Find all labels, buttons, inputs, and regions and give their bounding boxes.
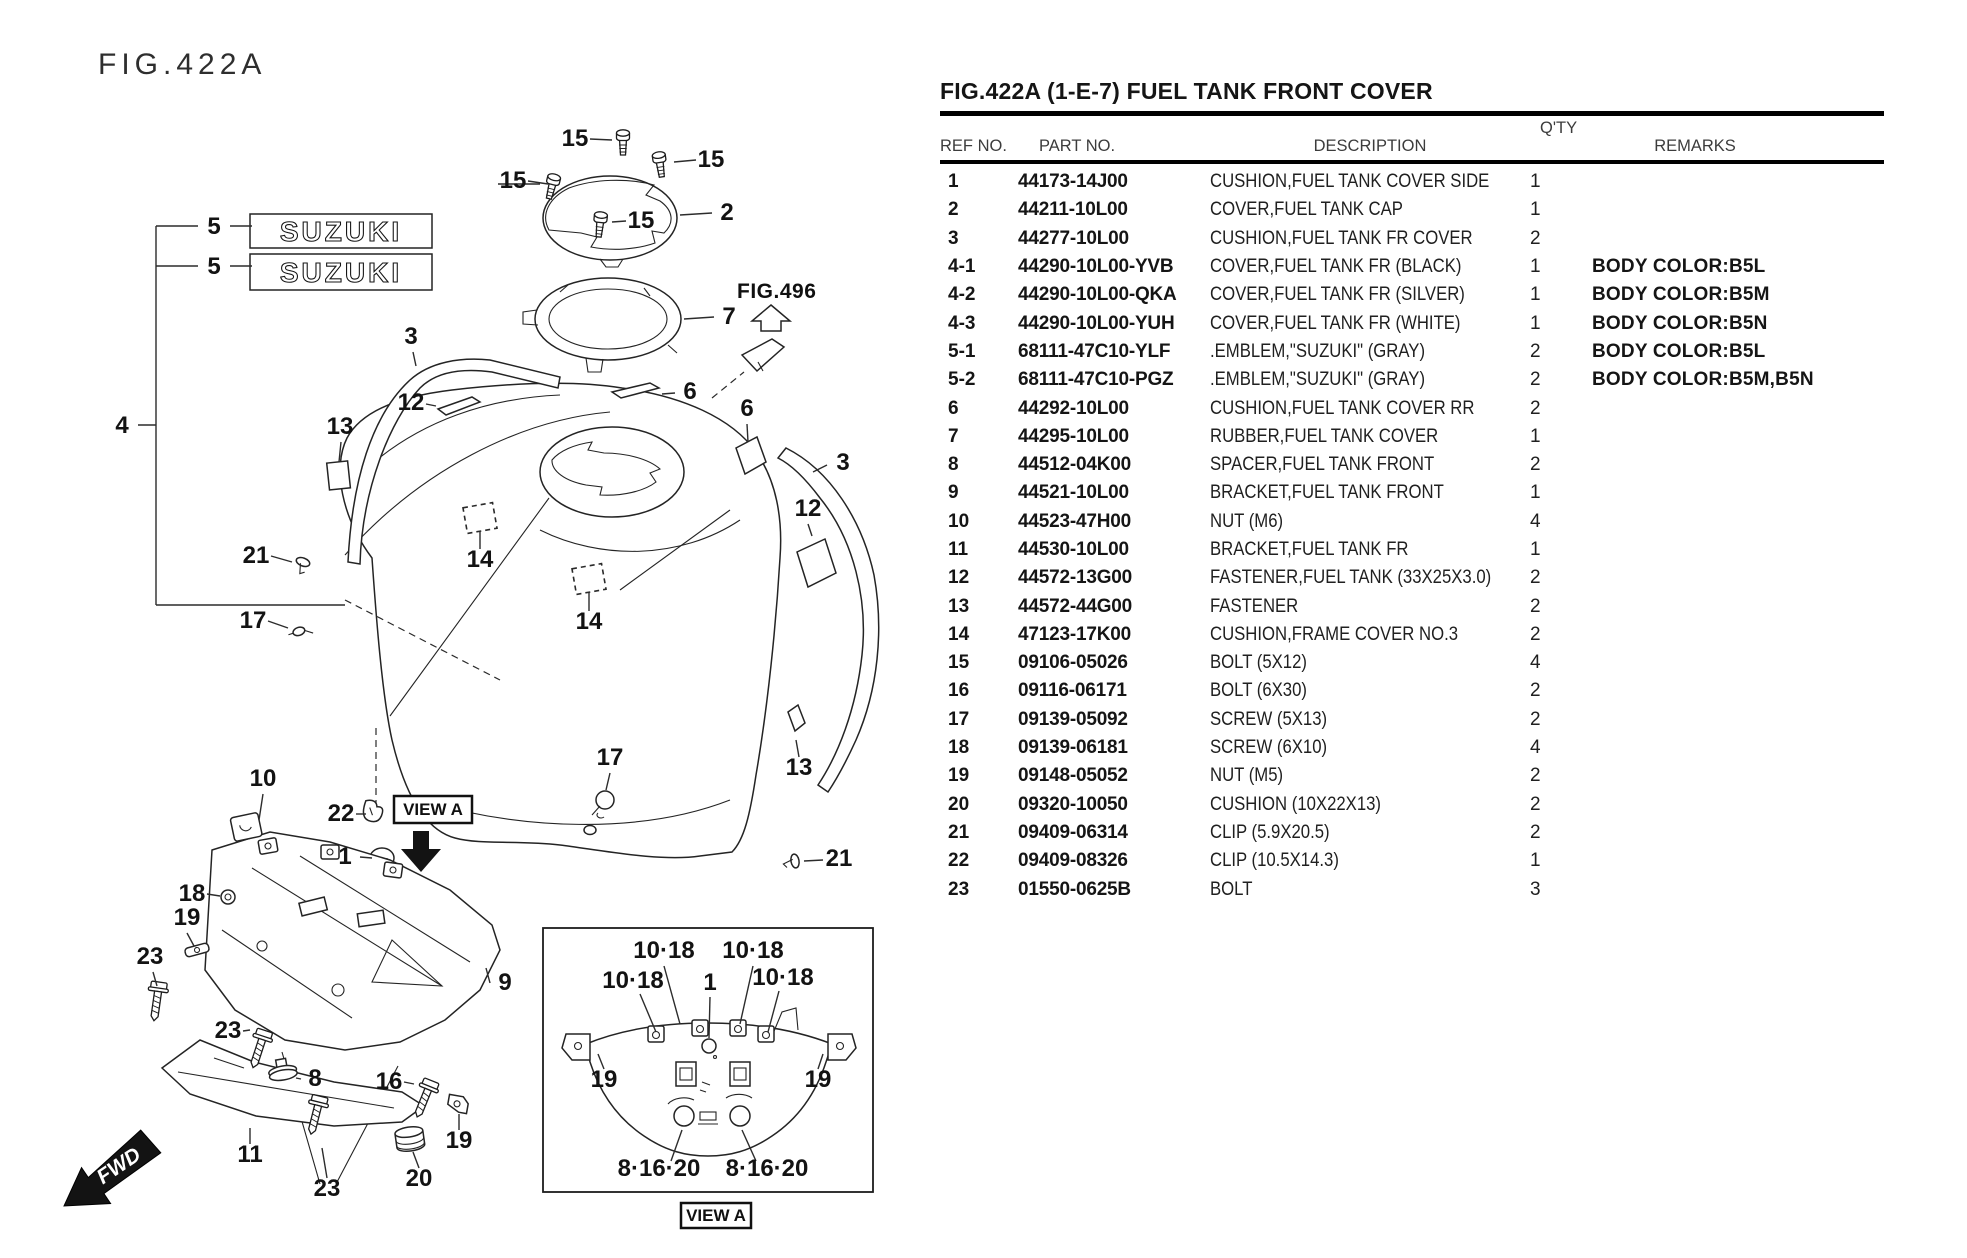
cell-qty: 2 xyxy=(1530,454,1541,476)
callout-label-22: 22 xyxy=(327,800,355,827)
cell-qty: 1 xyxy=(1530,850,1541,872)
cell-part-no: 09139-05092 xyxy=(1018,708,1128,730)
cell-part-no: 44523-47H00 xyxy=(1018,510,1131,532)
cell-part-no: 09116-06171 xyxy=(1018,680,1127,702)
callout-label-23: 23 xyxy=(313,1175,341,1202)
cell-qty: 1 xyxy=(1530,199,1541,221)
col-header-remarks: REMARKS xyxy=(1654,137,1736,155)
cell-part-no: 09320-10050 xyxy=(1018,793,1128,815)
cell-ref-no: 19 xyxy=(948,765,970,787)
fwd-label: FWD xyxy=(92,1143,146,1189)
col-header-qty: Q'TY xyxy=(1540,119,1578,137)
cell-remarks: BODY COLOR:B5M,B5N xyxy=(1592,369,1814,391)
callout-label-10·18: 10·18 xyxy=(752,964,814,991)
cell-part-no: 44277-10L00 xyxy=(1018,227,1129,249)
cell-description: CUSHION,FUEL TANK COVER SIDE xyxy=(1210,171,1490,193)
table-row xyxy=(940,423,1884,451)
frame-cushion-14-right xyxy=(572,564,606,595)
callout-label-16: 16 xyxy=(375,1068,403,1095)
figure-number-heading: FIG.422A xyxy=(98,48,267,81)
cell-description: FASTENER xyxy=(1210,595,1299,617)
cell-description: BOLT (6X30) xyxy=(1210,680,1307,702)
callout-label-19: 19 xyxy=(590,1066,618,1093)
fastener-13-left xyxy=(327,461,351,490)
callout-leader-line xyxy=(612,221,626,222)
callout-leader-line xyxy=(680,213,712,215)
cell-ref-no: 15 xyxy=(948,652,970,674)
up-arrow-icon xyxy=(752,305,790,331)
callout-leader-line xyxy=(243,1030,250,1031)
cell-description: .EMBLEM,"SUZUKI" (GRAY) xyxy=(1210,340,1426,362)
callout-leader-line xyxy=(413,352,416,366)
suzuki-emblems xyxy=(250,214,432,290)
callout-label-10·18: 10·18 xyxy=(602,967,664,994)
cell-description: NUT (M5) xyxy=(1210,765,1284,787)
cell-ref-no: 10 xyxy=(948,510,970,532)
cell-part-no: 44173-14J00 xyxy=(1018,171,1128,193)
callout-leader-line xyxy=(747,424,748,442)
cell-part-no: 44290-10L00-QKA xyxy=(1018,284,1177,306)
callout-label-15: 15 xyxy=(697,146,725,173)
callout-label-6: 6 xyxy=(740,395,754,422)
cell-qty: 2 xyxy=(1530,227,1541,249)
callout-label-23: 23 xyxy=(136,943,164,970)
callout-label-8·16·20: 8·16·20 xyxy=(617,1155,701,1182)
cell-remarks: BODY COLOR:B5L xyxy=(1592,256,1766,278)
callout-leader-line xyxy=(404,1082,414,1084)
cell-description: COVER,FUEL TANK FR (WHITE) xyxy=(1210,312,1461,334)
cell-description: FASTENER,FUEL TANK (33X25X3.0) xyxy=(1210,567,1492,589)
cell-part-no: 44572-13G00 xyxy=(1018,567,1133,589)
callout-label-2: 2 xyxy=(720,199,734,226)
callout-leader-line xyxy=(709,997,710,1038)
callout-label-19: 19 xyxy=(173,904,201,931)
callout-label-17: 17 xyxy=(596,744,624,771)
cell-description: CUSHION (10X22X13) xyxy=(1210,793,1381,815)
cell-ref-no: 17 xyxy=(948,708,970,730)
parts-table-body xyxy=(940,168,1884,904)
cell-qty: 1 xyxy=(1530,256,1541,278)
cell-part-no: 44512-04K00 xyxy=(1018,454,1131,476)
cell-qty: 2 xyxy=(1530,623,1541,645)
callout-label-10·18: 10·18 xyxy=(633,937,695,964)
cell-ref-no: 21 xyxy=(948,821,970,843)
table-row xyxy=(940,508,1884,536)
col-header-description: DESCRIPTION xyxy=(1313,137,1427,155)
cell-ref-no: 9 xyxy=(948,482,959,504)
cell-ref-no: 14 xyxy=(948,623,970,645)
table-row xyxy=(940,564,1884,592)
cell-qty: 1 xyxy=(1530,539,1541,560)
cell-description: SPACER,FUEL TANK FRONT xyxy=(1210,454,1435,476)
callout-label-10: 10 xyxy=(249,765,277,792)
table-row xyxy=(940,734,1884,762)
callout-leader-line xyxy=(296,1078,301,1079)
cell-description: CLIP (5.9X20.5) xyxy=(1210,821,1330,843)
cell-qty: 1 xyxy=(1530,284,1541,306)
table-row xyxy=(940,847,1884,875)
cell-qty: 4 xyxy=(1530,510,1541,532)
cell-part-no: 44530-10L00 xyxy=(1018,539,1129,560)
cell-description: CUSHION,FUEL TANK FR COVER xyxy=(1210,227,1473,249)
view-a-caption: VIEW A xyxy=(686,1206,746,1225)
cell-description: SCREW (5X13) xyxy=(1210,708,1328,730)
table-title: FIG.422A (1-E-7) FUEL TANK FRONT COVER xyxy=(940,78,1884,116)
cell-qty: 2 xyxy=(1530,595,1541,617)
cell-qty: 2 xyxy=(1530,765,1541,787)
callout-label-15: 15 xyxy=(627,207,655,234)
callout-label-4: 4 xyxy=(115,412,129,439)
callout-label-11: 11 xyxy=(237,1141,263,1168)
cell-part-no: 44211-10L00 xyxy=(1018,199,1128,221)
callout-label-15: 15 xyxy=(561,125,589,152)
callout-label-19: 19 xyxy=(445,1127,473,1154)
cell-part-no: 44290-10L00-YUH xyxy=(1018,312,1175,334)
table-row xyxy=(940,791,1884,819)
table-row xyxy=(940,677,1884,705)
callout-leader-line xyxy=(808,524,812,536)
cell-ref-no: 20 xyxy=(948,793,970,815)
cell-description: BRACKET,FUEL TANK FRONT xyxy=(1210,482,1444,504)
callout-leader-line xyxy=(322,1148,327,1178)
fastener-12-right xyxy=(797,539,836,587)
cell-ref-no: 23 xyxy=(948,878,970,900)
cell-ref-no: 13 xyxy=(948,595,970,617)
fastener-13-right xyxy=(788,705,805,731)
table-row xyxy=(940,649,1884,677)
callout-label-23: 23 xyxy=(214,1017,242,1044)
cell-description: CLIP (10.5X14.3) xyxy=(1210,850,1339,872)
cell-part-no: 44295-10L00 xyxy=(1018,425,1129,447)
cell-ref-no: 11 xyxy=(948,539,969,560)
cell-qty: 2 xyxy=(1530,680,1541,702)
callout-label-19: 19 xyxy=(804,1066,832,1093)
table-row xyxy=(940,451,1884,479)
callout-leader-line xyxy=(590,139,612,140)
callout-leader-line xyxy=(664,966,680,1024)
cell-part-no: 44572-44G00 xyxy=(1018,595,1133,617)
cell-ref-no: 8 xyxy=(948,454,959,476)
cell-ref-no: 22 xyxy=(948,850,970,872)
callout-leader-line xyxy=(662,393,675,394)
frame-cushion-14-left xyxy=(463,503,497,534)
callout-label-21: 21 xyxy=(242,542,270,569)
cell-description: COVER,FUEL TANK FR (BLACK) xyxy=(1210,256,1462,278)
table-row xyxy=(940,592,1884,620)
table-row xyxy=(940,225,1884,253)
callout-label-15: 15 xyxy=(499,167,527,194)
cell-part-no: 44290-10L00-YVB xyxy=(1018,256,1174,278)
table-row xyxy=(940,621,1884,649)
callout-label-14: 14 xyxy=(575,608,603,635)
table-row xyxy=(940,366,1884,394)
callout-label-12: 12 xyxy=(397,389,425,416)
table-header xyxy=(940,116,1884,164)
callout-label-14: 14 xyxy=(466,546,494,573)
callout-label-18: 18 xyxy=(178,880,206,907)
suzuki-emblem-2: SUZUKI xyxy=(279,257,403,288)
table-row xyxy=(940,536,1884,564)
cell-qty: 4 xyxy=(1530,652,1541,674)
table-row xyxy=(940,196,1884,224)
cell-part-no: 09106-05026 xyxy=(1018,652,1128,674)
callout-label-21: 21 xyxy=(825,845,853,872)
cell-qty: 2 xyxy=(1530,793,1541,815)
cell-part-no: 68111-47C10-PGZ xyxy=(1018,369,1174,391)
callout-label-13: 13 xyxy=(326,413,354,440)
cell-qty: 4 xyxy=(1530,737,1541,759)
cell-qty: 2 xyxy=(1530,340,1541,362)
table-row xyxy=(940,819,1884,847)
callout-leader-line xyxy=(259,794,263,820)
callout-label-5: 5 xyxy=(207,213,221,240)
table-row xyxy=(940,168,1884,196)
cell-ref-no: 4-1 xyxy=(948,256,976,278)
callout-leader-line xyxy=(268,621,288,628)
cell-description: COVER,FUEL TANK FR (SILVER) xyxy=(1210,284,1465,306)
front-cushion-strip-right xyxy=(778,448,879,792)
down-arrow-icon xyxy=(401,831,441,872)
cell-qty: 1 xyxy=(1530,171,1541,193)
callout-label-3: 3 xyxy=(404,323,418,350)
callout-label-1: 1 xyxy=(703,969,717,996)
callout-label-9: 9 xyxy=(498,969,512,996)
tank-cover-rubber-part xyxy=(523,278,681,372)
exploded-parts-diagram xyxy=(0,0,940,1258)
table-row xyxy=(940,875,1884,903)
callout-leader-line xyxy=(360,857,372,858)
parts-table xyxy=(940,78,1884,904)
cell-ref-no: 12 xyxy=(948,567,970,589)
cell-part-no: 44292-10L00 xyxy=(1018,397,1129,419)
table-row xyxy=(940,309,1884,337)
cell-remarks: BODY COLOR:B5L xyxy=(1592,340,1766,362)
table-row xyxy=(940,394,1884,422)
table-row xyxy=(940,706,1884,734)
cell-description: RUBBER,FUEL TANK COVER xyxy=(1210,425,1439,447)
callout-leader-line xyxy=(804,860,823,861)
col-header-part-no: PART NO. xyxy=(1038,137,1116,155)
cell-qty: 1 xyxy=(1530,482,1541,504)
cell-part-no: 47123-17K00 xyxy=(1018,623,1131,645)
callout-leader-line xyxy=(187,933,194,946)
cell-qty: 2 xyxy=(1530,369,1541,391)
cell-ref-no: 5-2 xyxy=(948,369,976,391)
callout-label-8: 8 xyxy=(308,1065,322,1092)
view-a-flag-label: VIEW A xyxy=(403,800,463,819)
callout-label-3: 3 xyxy=(836,449,850,476)
callout-label-20: 20 xyxy=(405,1165,433,1192)
cell-qty: 2 xyxy=(1530,708,1541,730)
cell-qty: 2 xyxy=(1530,821,1541,843)
callout-label-5: 5 xyxy=(207,253,221,280)
cell-part-no: 09148-05052 xyxy=(1018,765,1128,787)
cell-ref-no: 16 xyxy=(948,680,970,702)
callout-leader-line xyxy=(674,160,696,162)
cell-qty: 2 xyxy=(1530,397,1541,419)
cell-ref-no: 3 xyxy=(948,227,959,249)
table-row xyxy=(940,762,1884,790)
callout-leader-line xyxy=(740,966,753,1024)
col-header-ref-no: REF NO. xyxy=(940,137,1007,155)
cell-ref-no: 4-2 xyxy=(948,284,976,306)
cell-description: BRACKET,FUEL TANK FR xyxy=(1210,539,1409,560)
cell-ref-no: 5-1 xyxy=(948,340,976,362)
table-row xyxy=(940,479,1884,507)
callout-leader-line xyxy=(271,556,292,562)
cell-part-no: 01550-0625B xyxy=(1018,878,1131,900)
fuel-tank-front-cover-body xyxy=(340,383,781,857)
callout-label-6: 6 xyxy=(683,378,697,405)
callout-label-10·18: 10·18 xyxy=(722,937,784,964)
cell-description: NUT (M6) xyxy=(1210,510,1284,532)
cell-qty: 3 xyxy=(1530,878,1541,900)
suzuki-emblem-1: SUZUKI xyxy=(279,216,403,247)
cell-ref-no: 1 xyxy=(948,171,959,193)
cell-qty: 1 xyxy=(1530,425,1541,447)
callout-label-1: 1 xyxy=(338,843,352,870)
callout-label-17: 17 xyxy=(239,607,267,634)
cell-qty: 1 xyxy=(1530,312,1541,334)
cell-part-no: 09409-06314 xyxy=(1018,821,1128,843)
cell-part-no: 09409-08326 xyxy=(1018,850,1128,872)
cell-qty: 2 xyxy=(1530,567,1541,589)
callout-label-13: 13 xyxy=(785,754,813,781)
table-row xyxy=(940,281,1884,309)
cell-description: SCREW (6X10) xyxy=(1210,737,1328,759)
cell-description: .EMBLEM,"SUZUKI" (GRAY) xyxy=(1210,369,1426,391)
cell-ref-no: 7 xyxy=(948,425,959,447)
cell-remarks: BODY COLOR:B5N xyxy=(1592,312,1768,334)
cell-description: BOLT (5X12) xyxy=(1210,652,1307,674)
cell-part-no: 09139-06181 xyxy=(1018,737,1128,759)
cell-ref-no: 6 xyxy=(948,397,959,419)
callout-leader-line xyxy=(684,317,714,319)
fig-496-reference xyxy=(712,280,816,398)
cell-ref-no: 2 xyxy=(948,199,959,221)
callout-label-7: 7 xyxy=(722,303,736,330)
cell-description: CUSHION,FUEL TANK COVER RR xyxy=(1210,397,1475,419)
table-row xyxy=(940,338,1884,366)
cell-ref-no: 18 xyxy=(948,737,970,759)
table-row xyxy=(940,253,1884,281)
cell-description: BOLT xyxy=(1210,878,1253,900)
fig-496-label: FIG.496 xyxy=(737,280,817,303)
callout-label-12: 12 xyxy=(794,495,822,522)
callout-label-8·16·20: 8·16·20 xyxy=(725,1155,809,1182)
cell-description: CUSHION,FRAME COVER NO.3 xyxy=(1210,623,1459,645)
cell-ref-no: 4-3 xyxy=(948,312,976,334)
fwd-arrow xyxy=(52,1126,169,1226)
cell-part-no: 68111-47C10-YLF xyxy=(1018,340,1171,362)
cell-remarks: BODY COLOR:B5M xyxy=(1592,284,1770,306)
cell-description: COVER,FUEL TANK CAP xyxy=(1210,199,1403,221)
cell-part-no: 44521-10L00 xyxy=(1018,482,1129,504)
